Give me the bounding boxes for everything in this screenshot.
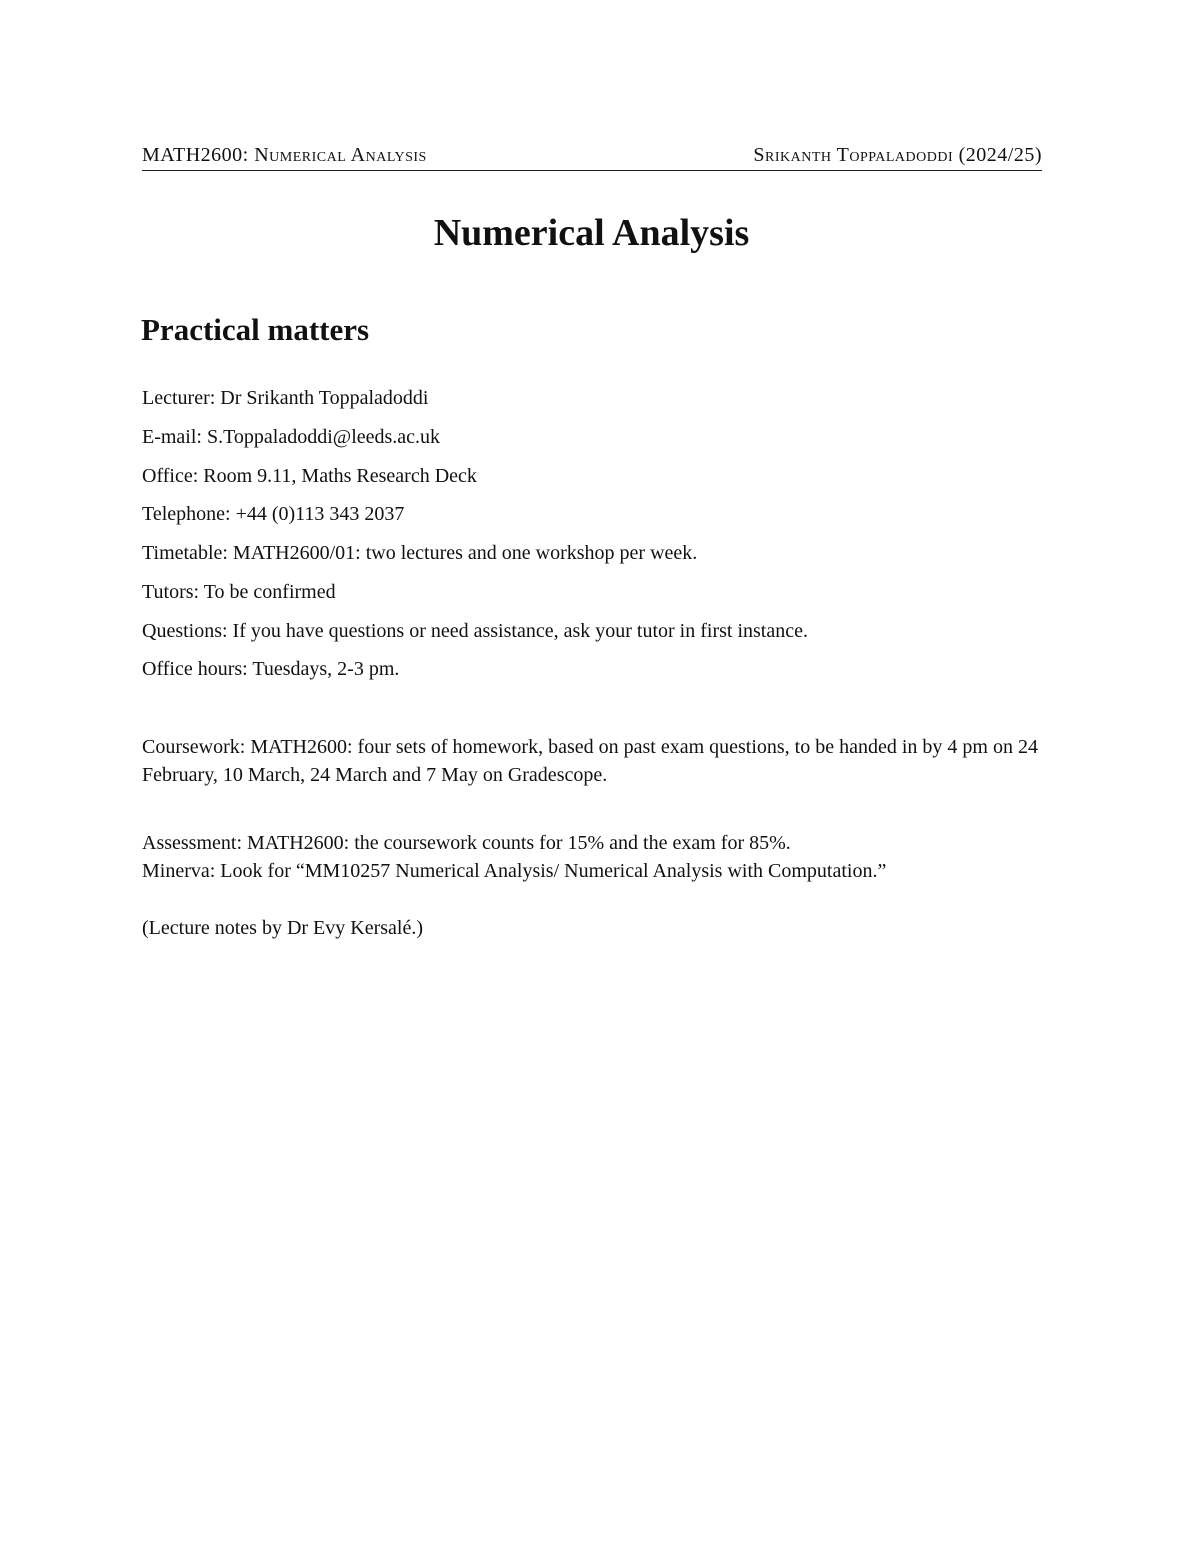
section-heading: Practical matters xyxy=(141,312,370,347)
questions-line: Questions: If you have questions or need assistance, ask your tutor in first instance. xyxy=(142,620,808,642)
lecturer-line: Lecturer: Dr Srikanth Toppaladoddi xyxy=(142,387,429,409)
header-author-year: Srikanth Toppaladoddi (2024/25) xyxy=(753,144,1042,166)
tutors-line: Tutors: To be confirmed xyxy=(142,581,336,603)
coursework-paragraph: Coursework: MATH2600: four sets of homework, based on past exam questions, to be handed in by 4 pm on 24 February, 10 March, 24 March and 7 May on Gradescope. xyxy=(142,736,1038,786)
office-hours-line: Office hours: Tuesdays, 2-3 pm. xyxy=(142,658,400,680)
lecture-notes-credit: (Lecture notes by Dr Evy Kersalé.) xyxy=(142,917,423,939)
document-title: Numerical Analysis xyxy=(433,212,750,254)
email-line: E-mail: S.Toppaladoddi@leeds.ac.uk xyxy=(142,426,441,448)
header-course-title: MATH2600: Numerical Analysis xyxy=(142,144,427,166)
running-header xyxy=(142,142,1042,171)
telephone-line: Telephone: +44 (0)113 343 2037 xyxy=(142,503,405,525)
timetable-line: Timetable: MATH2600/01: two lectures and one workshop per week. xyxy=(142,542,698,564)
office-line: Office: Room 9.11, Maths Research Deck xyxy=(142,465,477,487)
minerva-line: Minerva: Look for “MM10257 Numerical Analysis/ Numerical Analysis with Computation.” xyxy=(142,860,887,882)
assessment-line: Assessment: MATH2600: the coursework counts for 15% and the exam for 85%. xyxy=(142,832,791,854)
